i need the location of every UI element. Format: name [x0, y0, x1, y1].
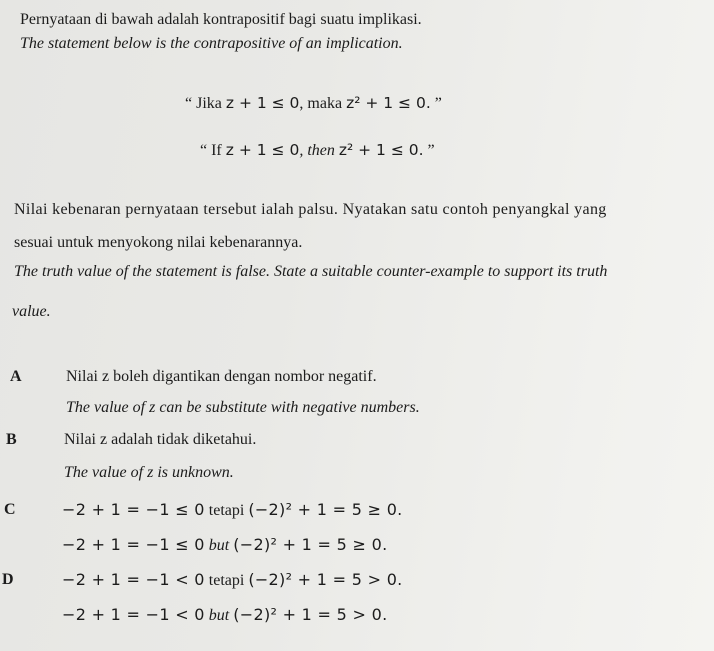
option-d-malay-conj: tetapi [204, 572, 249, 589]
option-d-malay-part-b: (−2)² + 1 = 5 > 0. [248, 570, 403, 589]
option-c-malay-conj: tetapi [204, 502, 249, 519]
statement-english [200, 140, 435, 161]
statement-malay-mid: , maka [299, 95, 347, 112]
option-d-english-conj: but [204, 607, 234, 624]
statement-english-close: ” [423, 142, 435, 159]
option-d-malay-part-a: −2 + 1 = −1 < 0 [62, 570, 205, 589]
statement-malay-open: “ Jika [185, 95, 226, 112]
option-a-letter[interactable]: A [10, 368, 22, 385]
task-english-line-1: The truth value of the statement is false. State a suitable counter-example to support its truth [14, 263, 608, 280]
option-b-english [64, 463, 234, 483]
task-malay-line-2: sesuai untuk menyokong nilai kebenarannya. [14, 234, 303, 251]
statement-malay-close: ” [430, 95, 442, 112]
statement-english-mid: , then [299, 142, 339, 159]
option-b-letter[interactable]: B [6, 431, 17, 448]
statement-malay-conclusion: z² + 1 ≤ 0. [346, 94, 431, 112]
option-d-english-part-a: −2 + 1 = −1 < 0 [62, 605, 205, 624]
option-c-english-part-b: (−2)² + 1 = 5 ≥ 0. [233, 535, 388, 554]
option-c-english-part-a: −2 + 1 = −1 ≤ 0 [62, 535, 205, 554]
option-c-malay[interactable] [62, 500, 403, 521]
intro-english: The statement below is the contrapositive of an implication. [20, 35, 403, 52]
task-malay-line-1: Nilai kebenaran pernyataan tersebut ialah palsu. Nyatakan satu contoh penyangkal yang [14, 201, 607, 218]
option-a-english-text: The value of z can be substitute with negative numbers. [66, 399, 420, 416]
option-c-english [62, 535, 387, 556]
option-a-malay[interactable] [66, 367, 377, 387]
option-d-malay[interactable] [62, 570, 403, 591]
statement-malay [185, 93, 442, 114]
option-c-malay-part-a: −2 + 1 = −1 ≤ 0 [62, 500, 205, 519]
option-c-malay-part-b: (−2)² + 1 = 5 ≥ 0. [248, 500, 403, 519]
option-c-letter[interactable]: C [4, 501, 16, 518]
statement-english-premise: z + 1 ≤ 0 [225, 141, 300, 159]
option-c-english-conj: but [204, 537, 234, 554]
option-a-malay-text: Nilai z boleh digantikan dengan nombor negatif. [66, 368, 377, 385]
option-b-english-text: The value of z is unknown. [64, 464, 234, 481]
option-a-english [66, 398, 420, 418]
statement-english-open: “ If [200, 142, 226, 159]
option-d-letter[interactable]: D [2, 571, 14, 588]
option-d-english-part-b: (−2)² + 1 = 5 > 0. [233, 605, 388, 624]
option-b-malay-text: Nilai z adalah tidak diketahui. [64, 431, 257, 448]
intro-malay: Pernyataan di bawah adalah kontrapositif bagi suatu implikasi. [20, 11, 422, 28]
option-d-english [62, 605, 387, 626]
option-b-malay[interactable] [64, 430, 256, 450]
statement-malay-premise: z + 1 ≤ 0 [225, 94, 300, 112]
task-english-line-2: value. [12, 303, 51, 320]
statement-english-conclusion: z² + 1 ≤ 0. [338, 141, 424, 159]
